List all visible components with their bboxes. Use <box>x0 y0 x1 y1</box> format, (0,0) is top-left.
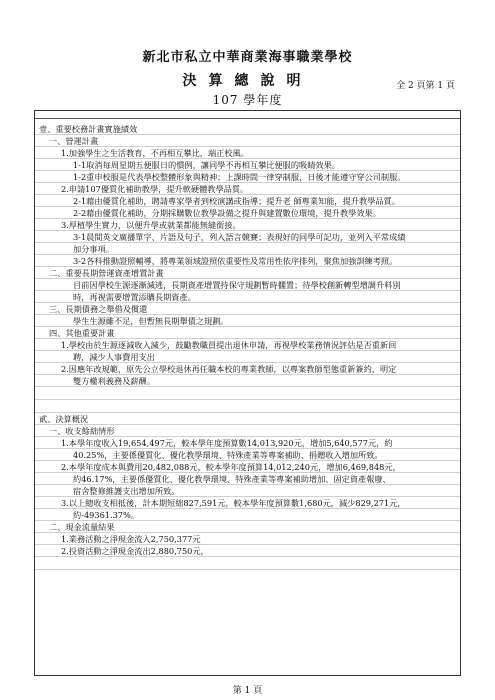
report-line: 1.業務活動之淨現金流入2,750,377元 <box>35 533 460 545</box>
report-line: 1-2重申校服是代表學校整體形象與精神；上課時間一律穿制服，日後才能遵守穿公司制服。 <box>35 171 460 183</box>
report-line: 1-1取消每周星期五便服日的慣例，讓同學不再相互攀比便服的吸睛效果。 <box>35 159 460 171</box>
subsection-heading: 一、收支餘絀情形 <box>35 425 460 437</box>
report-line: 2.申請107優質化補助教學，提升軟硬體教學品質。 <box>35 183 460 195</box>
report-line: 約-49361.37%。 <box>35 509 460 521</box>
report-line: 約46.17%，主要係優質化、優化教學環境、特殊產業等專案補助增加、固定資產報廢、 <box>35 473 460 485</box>
section-heading: 貳、決算概況 <box>35 413 460 425</box>
page-count-info: 全 2 頁第 1 頁 <box>396 81 455 91</box>
report-line: 2-2藉由優質化補助，分期採購數位教學設備之提升與建置數位環境，提升教學效果。 <box>35 207 460 219</box>
report-line: 2.投資活動之淨現金流出2,880,750元， <box>35 545 460 557</box>
report-line: 40.25%，主要係優質化、優化教學環境、特殊產業等專案補助、捐贈收入增加所致。 <box>35 449 460 461</box>
report-line: 聘，減少人事費用支出 <box>35 351 460 363</box>
blank-line <box>35 387 460 400</box>
report-line: 目前因學校生源逐漸減逃，長期資產增置持保守規劃暫時擱置；待學校創新轉型增調升料別 <box>35 279 460 291</box>
school-name: 新北市私立中華商業海事職業學校 <box>142 50 353 65</box>
report-frame <box>34 110 461 676</box>
report-line: 加分事項。 <box>35 243 460 255</box>
report-line: 雙方權利義務及薪酬。 <box>35 375 460 387</box>
report-line: 2.本學年度成本與費用20,482,088元，較本學年度預算14,012,240元，增加6,469,848元， <box>35 461 460 473</box>
blank-line <box>35 557 460 570</box>
report-body <box>35 123 460 570</box>
report-line: 3.以上總收支相抵後，計本期短絀827,591元，較本學年度預算數1,680元，減少829,271元， <box>35 497 460 509</box>
report-line: 學生生源雖不足，但暫無長期舉債之規劃。 <box>35 315 460 327</box>
report-line: 2-1藉由優質化補助，聘請專家學者到校演講或指導；提升老 師專業知能，提升教學品質。 <box>35 195 460 207</box>
report-line: 宿舍整修維護支出增加所致。 <box>35 485 460 497</box>
report-line: 1.本學年度收入19,654,497元，較本學年度預算數14,013,920元，增加5,640,577元，約 <box>35 437 460 449</box>
report-line: 3-1晨間英文廣播單字、片語及句子，列入語言競賽；表現好的同學可記功，並列入平常成績 <box>35 231 460 243</box>
report-line: 3-2各科推動證照輔導，將專業領域證照依重要性及常用性依序排列，聚焦加強訓練考照。 <box>35 255 460 267</box>
frame-top-band <box>35 111 460 119</box>
subsection-heading: 一、營運計畫 <box>35 135 460 147</box>
page-number-footer: 第 1 頁 <box>232 686 263 696</box>
report-line: 3.厚植學生實力，以便升學或就業都能無縫銜接。 <box>35 219 460 231</box>
blank-line <box>35 400 460 413</box>
academic-year: 107 學年度 <box>212 93 283 107</box>
report-line: 時，再視需要增置添購長期資產。 <box>35 291 460 303</box>
document-title: 決算總說明 <box>182 73 313 89</box>
report-line: 1.加強學生之生活教育，不再相互攀比，端正校風。 <box>35 147 460 159</box>
subsection-heading: 四、其他重要計畫 <box>35 327 460 339</box>
subsection-heading: 三、長期債務之舉借及償還 <box>35 303 460 315</box>
report-line: 2.因應年改規範，原先公立學校退休再任職本校的專業教師，以專案教師型態重新簽約，明定 <box>35 363 460 375</box>
report-line: 1.學校由於生源逐減收入減少，鼓勵教職員提出退休申請，再視學校業務情況評估是否重新回 <box>35 339 460 351</box>
subsection-heading: 二、現金流量結果 <box>35 521 460 533</box>
section-heading: 壹、重要校務計畫實施績效 <box>35 123 460 135</box>
subsection-heading: 二、重要長期營運資產增置計畫 <box>35 267 460 279</box>
